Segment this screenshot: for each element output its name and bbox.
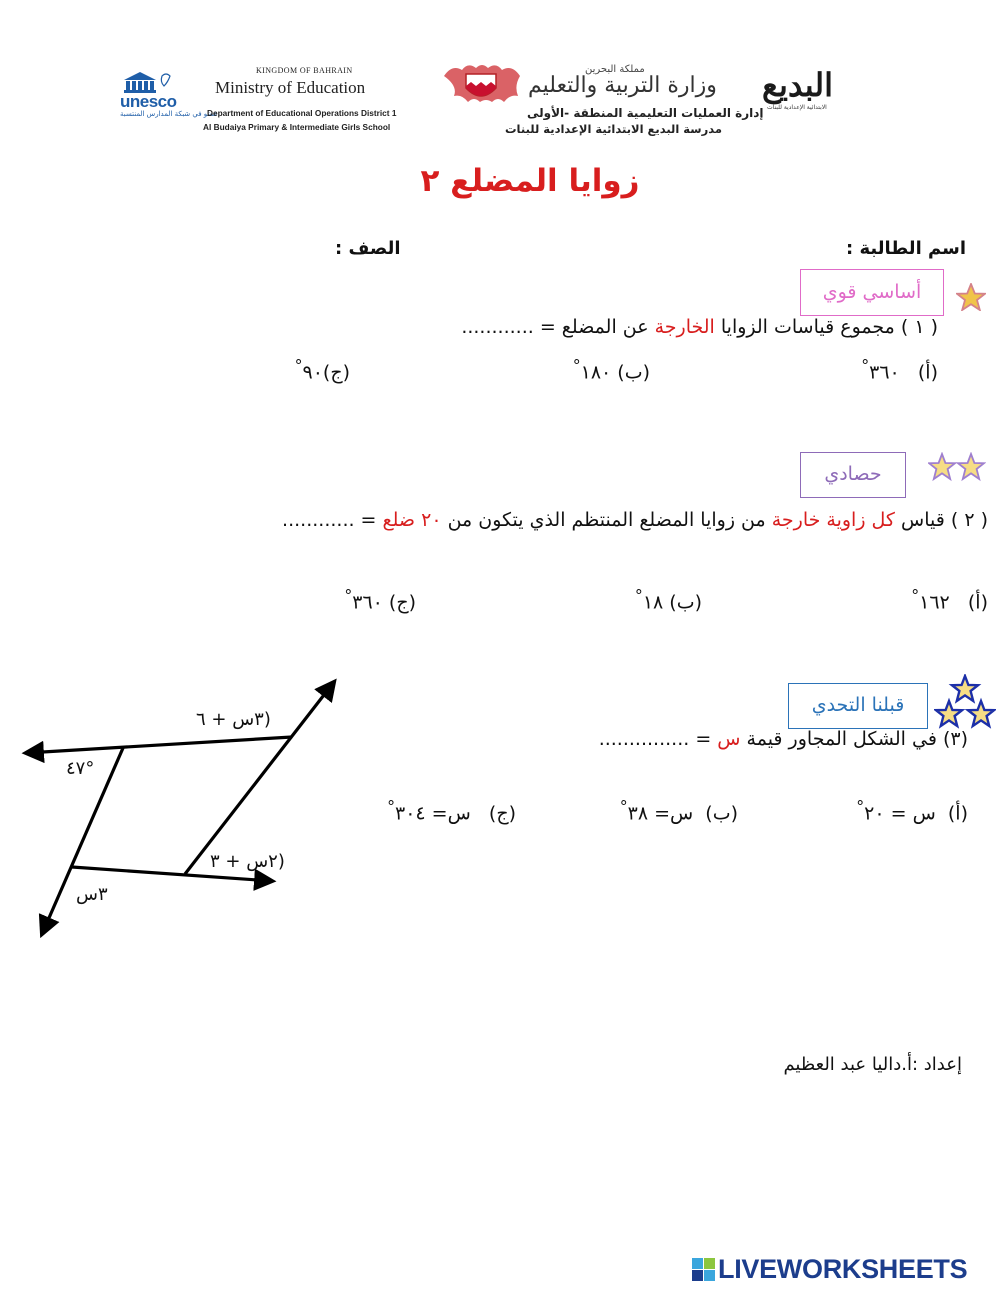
question-2-text xyxy=(282,509,988,531)
question-2-text-middle: من زوايا المضلع المنتظم الذي يتكون من xyxy=(441,509,772,531)
option-label: (ب) xyxy=(705,802,738,825)
option-value: ٩٠ xyxy=(302,361,323,384)
q2-option-b[interactable] xyxy=(635,586,702,613)
option-label: (ج) xyxy=(388,591,416,614)
question-2-keyword-2: ٢٠ ضلع xyxy=(382,509,442,531)
q1-option-a[interactable] xyxy=(861,356,938,383)
figure-label-bottom-right: (٢س + ٣ xyxy=(210,851,285,872)
figure-label-angle: ٤٧° xyxy=(66,758,95,779)
question-2-text-start: ( ٢ ) قياس xyxy=(894,509,988,531)
level-badge-harvest: حصادي xyxy=(800,452,906,498)
option-value: س= ٣٠٤ xyxy=(395,802,471,825)
option-label: (ج) xyxy=(488,802,516,825)
degree-icon: ° xyxy=(294,356,303,375)
question-3-text-start: (٣) في الشكل المجاور قيمة xyxy=(740,728,968,750)
q3-option-c[interactable] xyxy=(387,797,516,824)
school-label-ar: مدرسة البديع الابتدائية الإعدادية للبنات xyxy=(505,122,722,136)
option-label: (أ) xyxy=(967,591,988,614)
degree-icon: ° xyxy=(619,797,628,816)
question-1-text-start: ( ١ ) مجموع قياسات الزوايا xyxy=(714,316,938,338)
q1-option-c[interactable] xyxy=(295,356,350,383)
q2-option-c[interactable] xyxy=(344,586,416,613)
school-logo-subtitle: الابتدائية الإعدادية للبنات xyxy=(767,104,827,111)
author-credit: إعداد :أ.داليا عبد العظيم xyxy=(783,1054,962,1075)
two-stars-icon xyxy=(928,452,986,482)
option-label: (ب) xyxy=(617,361,650,384)
three-stars-icon xyxy=(934,674,996,732)
student-name-label: اسم الطالبة : xyxy=(846,238,966,259)
footer-brand[interactable]: LIVEWORKSHEETS xyxy=(718,1254,968,1284)
degree-icon: ° xyxy=(856,797,865,816)
degree-icon: ° xyxy=(387,797,395,816)
figure-label-bottom-left: ٣س xyxy=(76,884,108,905)
kingdom-label-ar: مملكة البحرين xyxy=(585,64,645,75)
figure-top-line xyxy=(26,737,292,753)
school-logo: البديع xyxy=(762,66,834,104)
question-2-keyword-1: كل زاوية خارجة xyxy=(771,509,895,531)
q1-option-b[interactable] xyxy=(573,356,650,383)
question-1-keyword: الخارجة xyxy=(654,316,715,338)
degree-icon: ° xyxy=(344,586,353,605)
option-label: (ج) xyxy=(322,361,350,384)
level-badge-challenge: قبلنا التحدي xyxy=(788,683,928,729)
question-1-text xyxy=(461,316,938,338)
department-label-ar: إدارة العمليات التعليمية المنطقة -الأولى xyxy=(527,106,764,120)
q3-option-b[interactable] xyxy=(620,797,738,824)
figure-label-top: (٣س + ٦ xyxy=(196,709,271,730)
liveworksheets-logo-icon xyxy=(692,1258,716,1282)
option-value: ١٦٢ xyxy=(919,591,950,614)
school-label-en: Al Budaiya Primary & Intermediate Girls School xyxy=(203,122,391,132)
ministry-label-ar: وزارة التربية والتعليم xyxy=(528,73,717,98)
unesco-temple-icon xyxy=(122,70,172,94)
option-value: ١٨ xyxy=(642,591,664,614)
option-value: ١٨٠ xyxy=(580,361,612,384)
worksheet-title: زوايا المضلع ٢ xyxy=(420,163,640,199)
question-3-text-end: = ............... xyxy=(598,728,718,750)
grade-label: الصف : xyxy=(335,238,401,259)
level-badge-basic: أساسي قوي xyxy=(800,269,944,316)
degree-icon: ° xyxy=(572,356,581,375)
option-value: ٣٦٠ xyxy=(352,591,383,614)
option-value: س= ٣٨ xyxy=(627,802,694,825)
unesco-wordmark: unesco xyxy=(120,92,177,111)
option-value: س = ٢٠ xyxy=(864,802,936,825)
unesco-subtitle: عضو في شبكة المدارس المنتسبة xyxy=(120,110,218,118)
question-1-text-end: عن المضلع = ............ xyxy=(461,316,655,338)
option-label: (أ) xyxy=(947,802,968,825)
option-label: (ب) xyxy=(669,591,702,614)
option-label: (أ) xyxy=(917,361,938,384)
q3-option-a[interactable] xyxy=(856,797,968,824)
q2-option-a[interactable] xyxy=(911,586,988,613)
department-label-en: Department of Educational Operations District 1 xyxy=(207,108,397,118)
parallelogram-figure xyxy=(0,660,360,960)
question-2-text-end: = ............ xyxy=(282,509,383,531)
option-value: ٣٦٠ xyxy=(869,361,900,384)
ministry-label-en: Ministry of Education xyxy=(215,78,366,97)
degree-icon: ° xyxy=(634,586,643,605)
degree-icon: ° xyxy=(911,586,920,605)
bahrain-emblem-icon xyxy=(440,62,522,112)
question-3-text xyxy=(599,728,968,750)
kingdom-label-en: KINGDOM OF BAHRAIN xyxy=(256,66,353,75)
question-3-keyword: س xyxy=(717,728,741,750)
degree-icon: ° xyxy=(861,356,870,375)
star-icon xyxy=(956,283,986,311)
